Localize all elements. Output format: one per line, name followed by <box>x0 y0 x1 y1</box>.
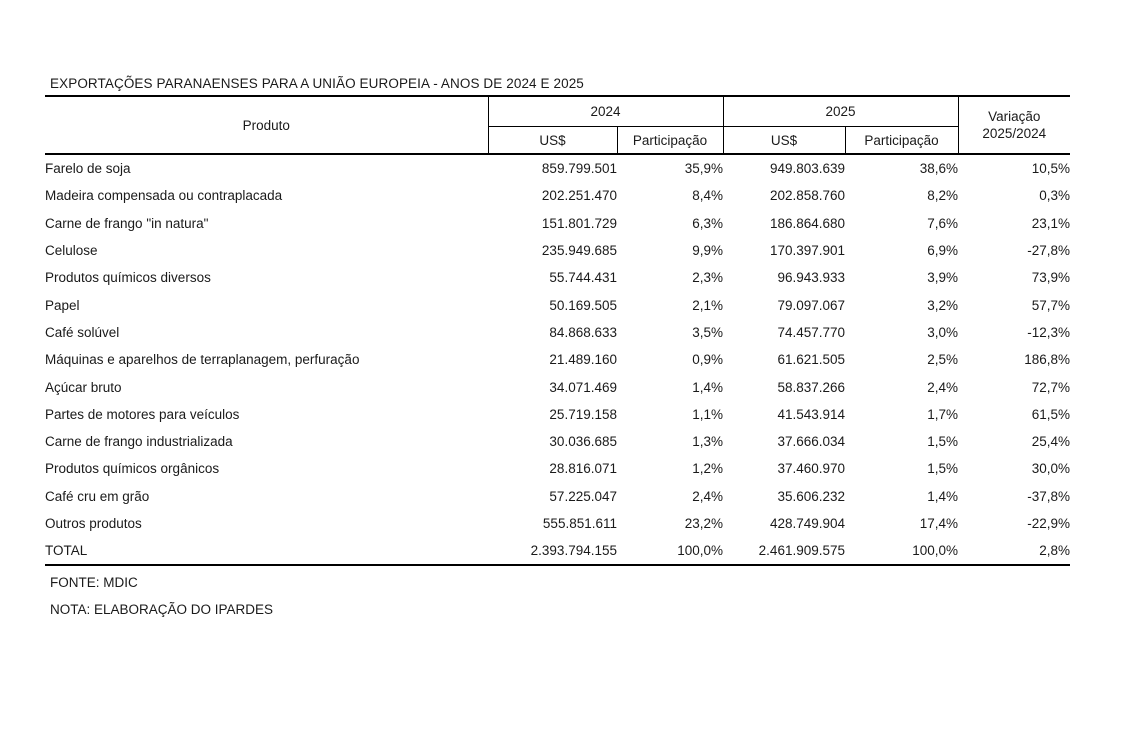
cell-usd-2024: 50.169.505 <box>549 297 617 313</box>
cell-variation: 25,4% <box>1031 434 1071 450</box>
cell-share-2024: 35,9% <box>684 161 724 177</box>
table-title: EXPORTAÇÕES PARANAENSES PARA A UNIÃO EUROPEIA - ANOS DE 2024 E 2025 <box>50 76 584 91</box>
cell-variation: -27,8% <box>1027 243 1071 259</box>
cell-variation: 30,0% <box>1031 461 1071 477</box>
cell-variation: 73,9% <box>1031 270 1071 286</box>
cell-usd-2025: 428.749.904 <box>769 516 846 531</box>
cell-product: Outros produtos <box>45 516 142 531</box>
cell-share-2025: 2,5% <box>927 352 959 368</box>
cell-product: Açúcar bruto <box>45 379 122 395</box>
cell-share-2024: 2,1% <box>692 297 724 313</box>
column-header-share-2025: Participação <box>845 127 958 155</box>
cell-usd-2025: 96.943.933 <box>777 270 846 286</box>
cell-usd-2024: 25.719.158 <box>549 406 617 422</box>
cell-usd-2025: 37.460.970 <box>777 461 846 477</box>
variation-label-line2: 2025/2024 <box>982 126 1047 141</box>
cell-usd-2024: 28.816.071 <box>549 461 617 477</box>
cell-share-2024: 3,5% <box>692 324 724 340</box>
cell-share-2024: 2,3% <box>692 270 724 286</box>
table-row <box>45 455 1070 482</box>
cell-total-usd-2024: 2.393.794.155 <box>488 537 617 565</box>
cell-share-2025: 1,4% <box>927 488 959 504</box>
total-row <box>45 537 1070 565</box>
table-row <box>45 237 1070 264</box>
table-row <box>45 154 1070 182</box>
table-row <box>45 373 1070 400</box>
cell-variation: 72,7% <box>1031 379 1071 395</box>
cell-variation: -37,8% <box>1027 488 1071 504</box>
cell-usd-2025: 79.097.067 <box>777 297 846 313</box>
cell-share-2025: 3,0% <box>927 324 959 340</box>
cell-total-usd-2025: 2.461.909.575 <box>723 537 845 565</box>
cell-share-2025: 8,2% <box>927 188 959 204</box>
cell-usd-2024: 21.489.160 <box>549 352 617 368</box>
cell-share-2024: 8,4% <box>692 188 724 204</box>
cell-usd-2024: 555.851.611 <box>542 516 617 531</box>
cell-share-2025: 17,4% <box>919 516 959 531</box>
column-group-2025: 2025 <box>723 96 958 127</box>
cell-usd-2024: 57.225.047 <box>549 488 617 504</box>
column-group-2024: 2024 <box>488 96 723 127</box>
cell-variation: -12,3% <box>1027 324 1071 340</box>
cell-variation: 0,3% <box>1039 188 1071 204</box>
header-row-years <box>45 96 1070 127</box>
cell-usd-2025: 202.858.760 <box>769 188 846 204</box>
cell-usd-2025: 41.543.914 <box>777 406 846 422</box>
cell-share-2024: 6,3% <box>692 215 724 231</box>
cell-share-2025: 6,9% <box>927 243 959 259</box>
cell-product: Café solúvel <box>45 324 120 340</box>
cell-product: Máquinas e aparelhos de terraplanagem, perfuração <box>45 352 360 368</box>
cell-share-2024: 1,1% <box>692 406 724 422</box>
cell-share-2025: 1,5% <box>927 461 959 477</box>
cell-usd-2025: 35.606.232 <box>777 488 846 504</box>
cell-usd-2024: 151.801.729 <box>541 215 617 231</box>
cell-variation: 10,5% <box>1031 161 1071 177</box>
cell-usd-2025: 186.864.680 <box>769 215 846 231</box>
cell-total-label: TOTAL <box>45 537 488 565</box>
cell-usd-2024: 202.251.470 <box>541 188 617 204</box>
cell-share-2024: 0,9% <box>692 352 724 368</box>
elaboration-note: NOTA: ELABORAÇÃO DO IPARDES <box>50 602 274 618</box>
cell-share-2025: 1,5% <box>927 434 959 450</box>
cell-product: Partes de motores para veículos <box>45 406 240 422</box>
cell-share-2024: 2,4% <box>692 488 724 504</box>
cell-product: Carne de frango industrializada <box>45 434 233 450</box>
cell-usd-2025: 170.397.901 <box>769 243 846 259</box>
table-row <box>45 401 1070 428</box>
table-total-section <box>45 537 1070 565</box>
cell-usd-2025: 58.837.266 <box>777 379 846 395</box>
column-header-share-2024: Participação <box>617 127 723 155</box>
column-header-usd-2024: US$ <box>488 127 617 155</box>
column-header-product: Produto <box>45 96 488 154</box>
cell-product: Carne de frango "in natura" <box>45 215 209 231</box>
cell-share-2024: 1,3% <box>692 434 724 450</box>
table-row <box>45 510 1070 537</box>
cell-usd-2024: 84.868.633 <box>549 324 617 340</box>
cell-variation: 23,1% <box>1031 215 1071 231</box>
table-header <box>45 96 1070 154</box>
cell-share-2025: 3,9% <box>927 270 959 286</box>
cell-product: Papel <box>45 297 80 313</box>
cell-variation: 57,7% <box>1031 297 1071 313</box>
cell-share-2025: 1,7% <box>927 406 959 422</box>
cell-total-share-2024: 100,0% <box>617 537 723 565</box>
cell-usd-2024: 859.799.501 <box>541 161 617 177</box>
cell-product: Madeira compensada ou contraplacada <box>45 188 283 204</box>
cell-usd-2024: 34.071.469 <box>549 379 617 395</box>
cell-share-2024: 1,4% <box>692 379 724 395</box>
cell-product: Farelo de soja <box>45 161 131 177</box>
cell-usd-2024: 55.744.431 <box>549 270 617 286</box>
table-row <box>45 346 1070 373</box>
cell-variation: 186,8% <box>1024 352 1071 368</box>
cell-total-share-2025: 100,0% <box>845 537 958 565</box>
table-row <box>45 210 1070 237</box>
table-row <box>45 319 1070 346</box>
cell-variation: -22,9% <box>1027 516 1071 531</box>
cell-total-variation: 2,8% <box>958 537 1070 565</box>
cell-share-2025: 3,2% <box>927 297 959 313</box>
cell-share-2024: 1,2% <box>692 461 724 477</box>
variation-label-line1: Variação <box>988 109 1041 124</box>
cell-share-2024: 9,9% <box>692 243 724 259</box>
column-header-usd-2025: US$ <box>723 127 845 155</box>
cell-usd-2025: 37.666.034 <box>777 434 846 450</box>
table-row <box>45 291 1070 318</box>
cell-share-2024: 23,2% <box>684 516 724 531</box>
table-footer <box>45 575 1130 617</box>
cell-variation: 61,5% <box>1031 406 1071 422</box>
cell-share-2025: 7,6% <box>927 215 959 231</box>
column-header-variation <box>958 96 1070 154</box>
cell-usd-2025: 61.621.505 <box>777 352 846 368</box>
table-row <box>45 182 1070 209</box>
cell-share-2025: 38,6% <box>919 161 959 177</box>
cell-product: Café cru em grão <box>45 488 150 504</box>
cell-usd-2024: 235.949.685 <box>541 243 617 259</box>
table-row <box>45 264 1070 291</box>
cell-usd-2025: 74.457.770 <box>777 324 846 340</box>
cell-usd-2024: 30.036.685 <box>549 434 617 450</box>
source-note: FONTE: MDIC <box>50 575 138 591</box>
table-row <box>45 483 1070 510</box>
cell-usd-2025: 949.803.639 <box>769 161 846 177</box>
exports-table <box>45 95 1070 566</box>
table-row <box>45 428 1070 455</box>
cell-product: Produtos químicos diversos <box>45 270 211 286</box>
table-body <box>45 154 1070 537</box>
cell-share-2025: 2,4% <box>927 379 959 395</box>
cell-product: Celulose <box>45 243 98 259</box>
cell-product: Produtos químicos orgânicos <box>45 461 220 477</box>
